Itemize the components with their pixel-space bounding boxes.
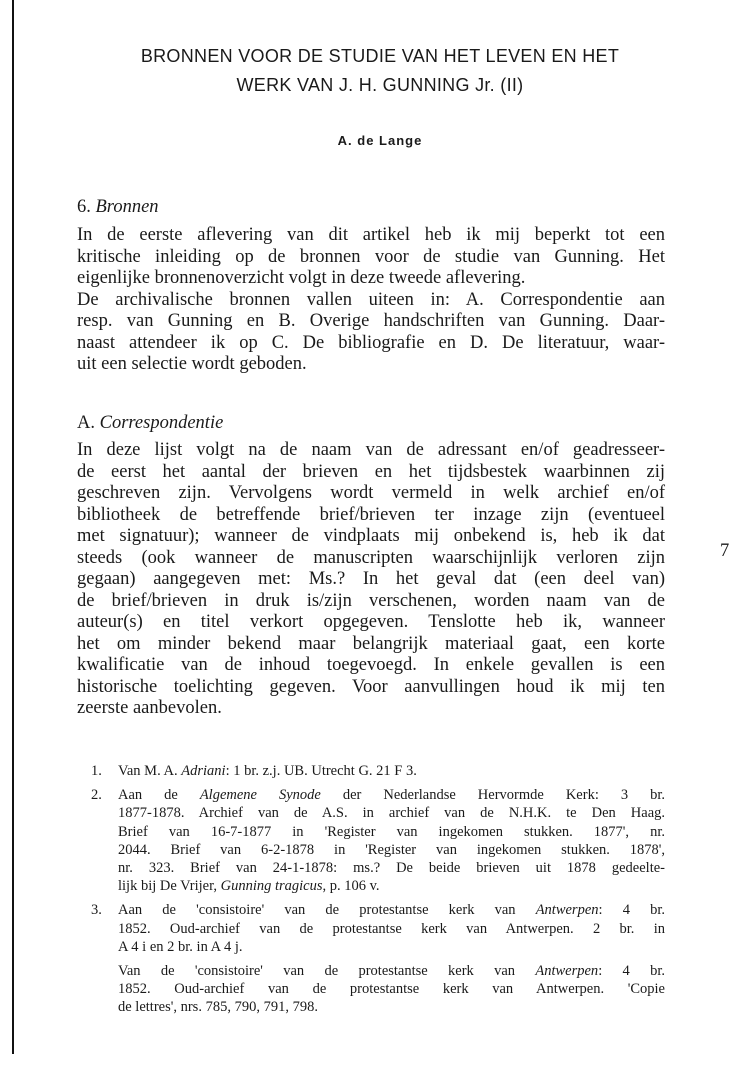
- section-a: [77, 412, 665, 720]
- item-text: : 4 br.: [598, 902, 666, 919]
- item-line: 1852. Oud-archief van de protestantse kerk van Antwerpen. 2 br. in: [118, 920, 665, 937]
- section-6-paragraph: [77, 225, 665, 376]
- item-name: Antwerpen: [535, 902, 599, 919]
- text-line: bibliotheek de betreffende brief/brieven ter inzage zijn (eventueel: [77, 504, 665, 525]
- text-line: zeerste aanbevolen.: [77, 698, 222, 718]
- text-line: gegaan) aangegeven met: Ms.? In het geval dat (een deel van): [77, 569, 665, 589]
- text-line: uit een selectie wordt geboden.: [77, 354, 307, 374]
- item-text: Van M. A.: [118, 763, 182, 779]
- item-text: Aan de 'consistoire' van de protestantse kerk van: [118, 902, 536, 919]
- title-line-1: BRONNEN VOOR DE STUDIE VAN HET LEVEN EN HET: [140, 46, 620, 66]
- item-line: [118, 877, 665, 895]
- section-6: [77, 196, 665, 376]
- text-line: kwalificatie van de inhoud toegevoegd. In enkele gevallen is een: [77, 655, 665, 675]
- item-name: Antwerpen: [535, 963, 599, 980]
- item-text: Aan de: [118, 787, 200, 804]
- section-a-title: Correspondentie: [99, 413, 224, 433]
- item-number: 3.: [91, 902, 102, 919]
- text-line: de brief/brieven in druk is/zijn verschenen, worden naam van de: [77, 590, 665, 611]
- item-line: [118, 901, 665, 919]
- text-line: het om minder bekend maar belangrijk materiaal gaat, een korte: [77, 633, 665, 654]
- item-line: [118, 786, 665, 804]
- text-line: In de eerste aflevering van dit artikel heb ik mij beperkt tot een: [77, 225, 665, 245]
- section-a-number: A.: [77, 413, 95, 433]
- item-text: lijk bij De Vrijer,: [118, 878, 221, 895]
- title-line-2: WERK VAN J. H. GUNNING Jr. (II): [236, 75, 524, 95]
- text-line: kritische inleiding op de bronnen voor de studie van Gunning. Het: [77, 246, 665, 267]
- text-line: resp. van Gunning en B. Overige handschriften van Gunning. Daar-: [77, 311, 665, 331]
- correspondence-list: [91, 762, 665, 1023]
- item-number: 2.: [91, 787, 102, 804]
- item-line: [118, 762, 665, 780]
- left-margin-rule: [12, 0, 14, 1054]
- item-line: Brief van 16-7-1877 in 'Register van ingekomen stukken. 1877', nr.: [118, 823, 665, 840]
- item-line: 1852. Oud-archief van de protestantse kerk van Antwerpen. 'Copie: [118, 981, 665, 998]
- section-6-title: Bronnen: [95, 197, 159, 217]
- author: A. de Lange: [337, 133, 423, 148]
- text-line: geschreven zijn. Vervolgens wordt vermeld in welk archief en/of: [77, 483, 665, 503]
- page-number: 7: [720, 541, 730, 561]
- item-line: de lettres', nrs. 785, 790, 791, 798.: [118, 999, 318, 1016]
- text-line: naast attendeer ik op C. De bibliografie en D. De literatuur, waar-: [77, 332, 665, 353]
- text-line: historische toelichting gegeven. Voor aanvullingen houd ik mij ten: [77, 676, 665, 697]
- text-line: de eerst het aantal der brieven en het tijdsbestek waarbinnen zij: [77, 461, 665, 482]
- item-line: [118, 962, 665, 980]
- item-name: Algemene Synode: [199, 787, 321, 804]
- item-line: A 4 i en 2 br. in A 4 j.: [118, 938, 243, 955]
- text-line: De archivalische bronnen vallen uiteen in: A. Correspondentie aan: [77, 289, 665, 310]
- list-item: [91, 762, 665, 780]
- item-line: nr. 323. Brief van 24-1-1878: ms.? De beide brieven uit 1878 gedeelte-: [118, 860, 665, 877]
- item-text: , p. 106 v.: [322, 878, 380, 895]
- item-sub-entry: [118, 962, 665, 1017]
- item-title: Gunning tragicus: [220, 878, 323, 895]
- article-title: [60, 42, 700, 100]
- text-line: met signatuur); wanneer de vindplaats mij onbekend is, heb ik dat: [77, 526, 665, 546]
- list-item: [91, 901, 665, 1016]
- item-text: : 4 br.: [598, 963, 665, 980]
- text-line: eigenlijke bronnenoverzicht volgt in deze tweede aflevering.: [77, 268, 526, 288]
- section-6-heading: [77, 196, 665, 218]
- item-number: 1.: [91, 763, 102, 779]
- text-line: In deze lijst volgt na de naam van de adressant en/of geadresseer-: [77, 440, 665, 460]
- item-line: 2044. Brief van 6-2-1878 in 'Register van ingekomen stukken. 1878',: [118, 841, 665, 858]
- item-text: : 1 br. z.j. UB. Utrecht G. 21 F 3.: [225, 763, 417, 779]
- section-6-number: 6.: [77, 197, 91, 217]
- section-a-heading: [77, 412, 665, 434]
- item-text: Van de 'consistoire' van de protestantse kerk van: [118, 963, 536, 980]
- item-name: Adriani: [181, 763, 226, 779]
- text-line: auteur(s) en titel verkort opgegeven. Tenslotte heb ik, wanneer: [77, 612, 665, 632]
- section-a-paragraph: [77, 440, 665, 720]
- list-item: [91, 786, 665, 895]
- item-line: 1877-1878. Archief van de A.S. in archief van de N.H.K. te Den Haag.: [118, 805, 665, 822]
- item-text: der Nederlandse Hervormde Kerk: 3 br.: [320, 787, 665, 804]
- text-line: steeds (ook wanneer de manuscripten waarschijnlijk verloren zijn: [77, 547, 665, 568]
